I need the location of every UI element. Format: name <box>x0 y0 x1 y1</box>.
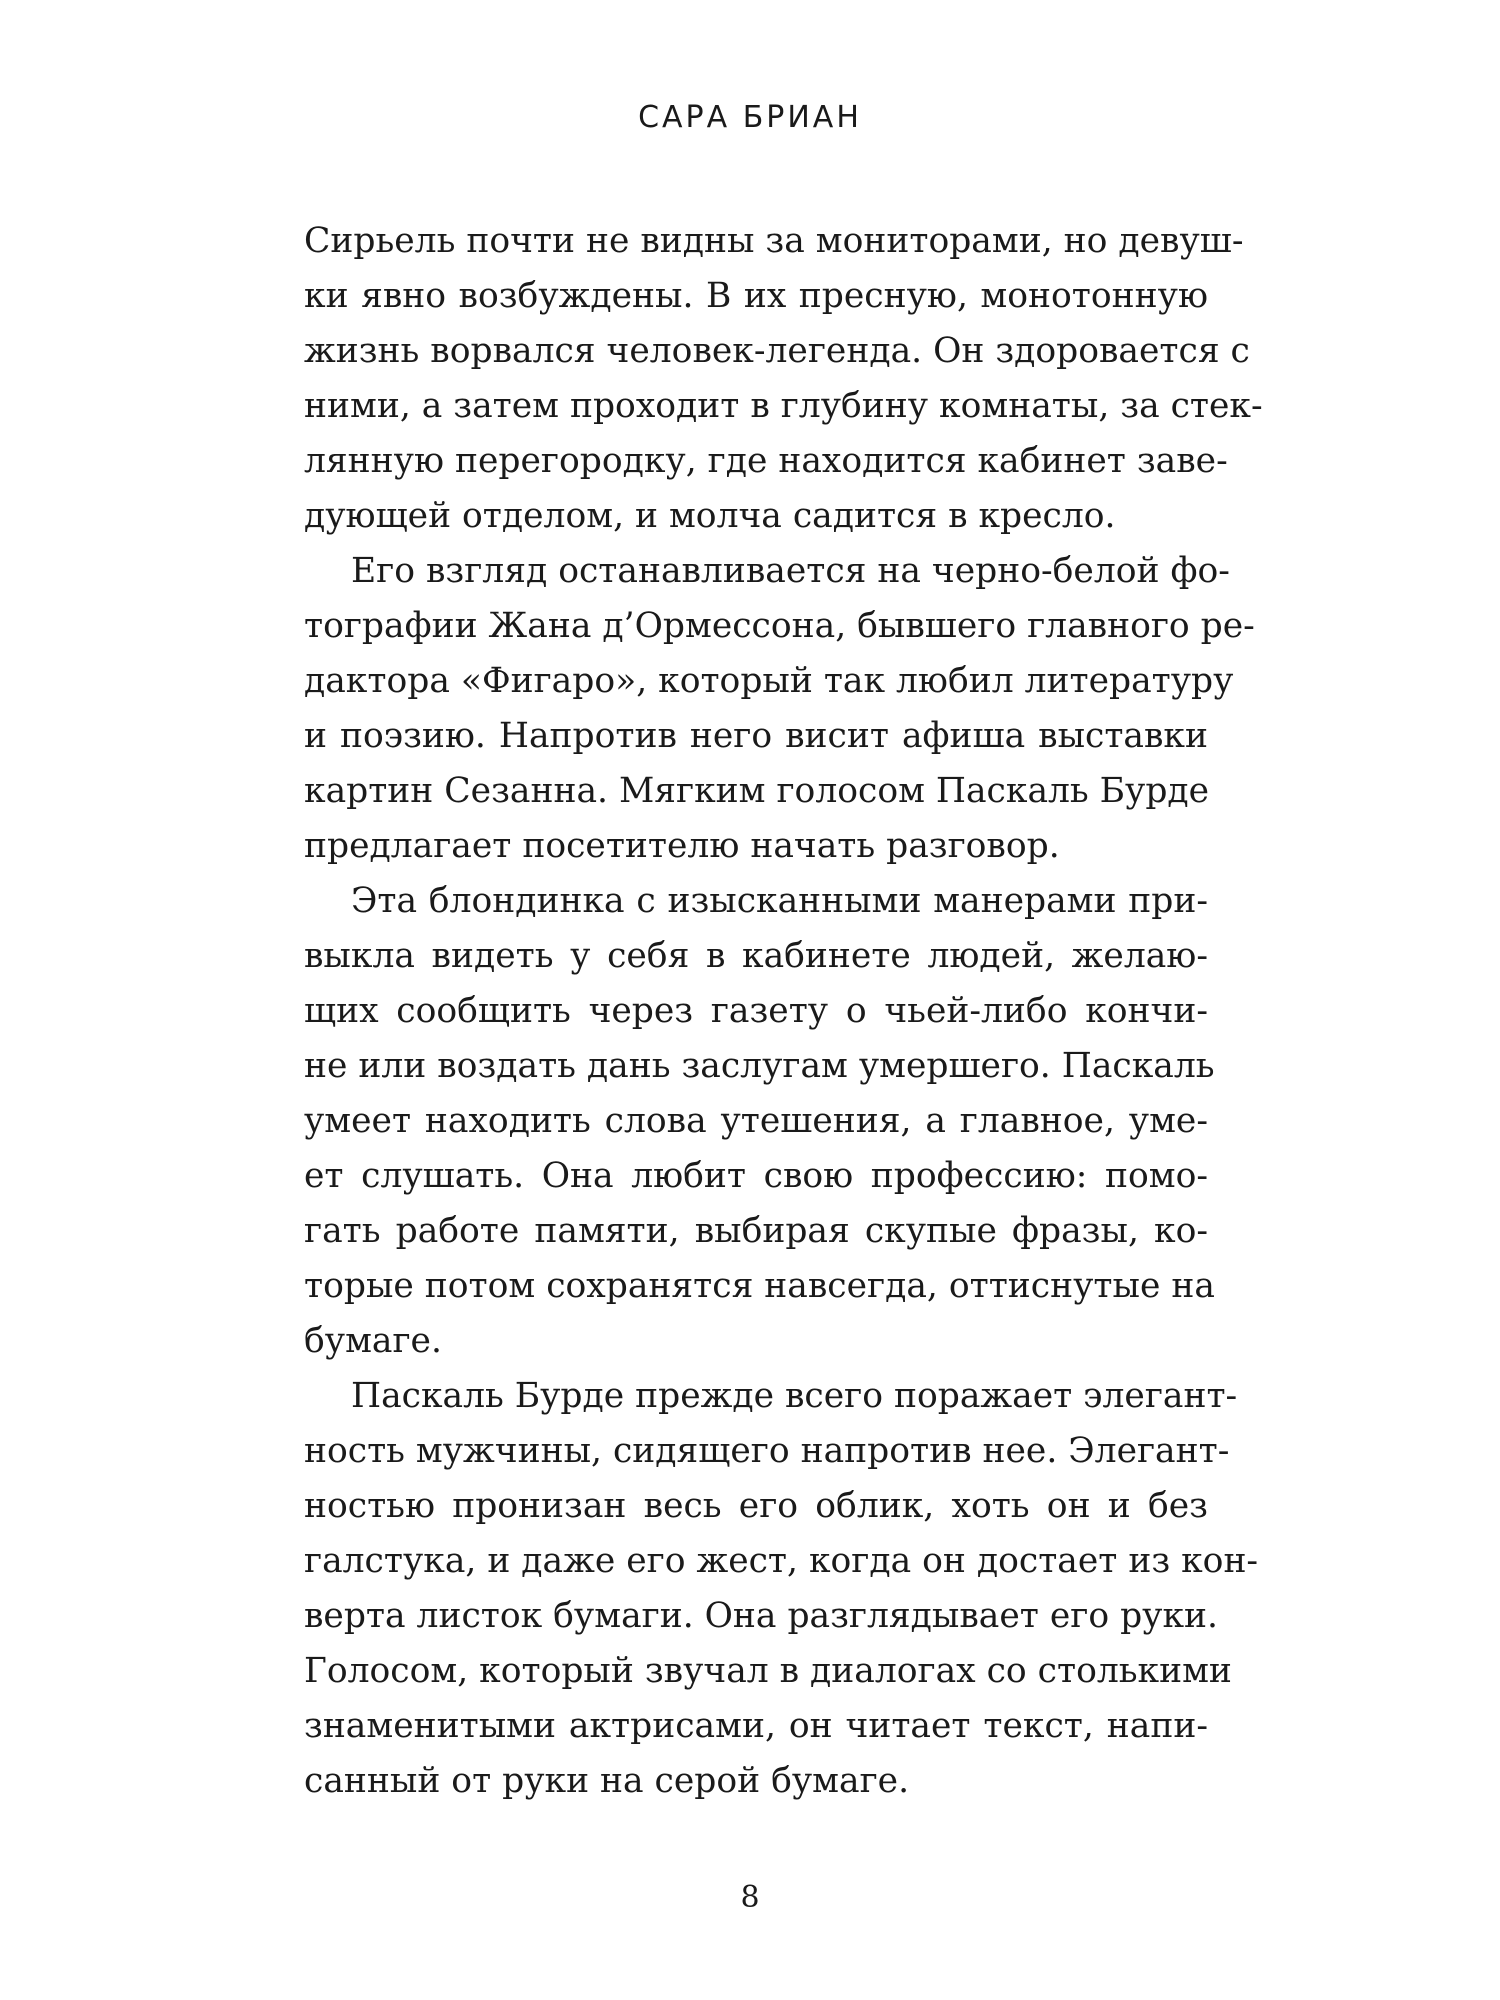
text-line: Эта блондинка с изысканными манерами при- <box>351 881 1208 921</box>
text-line: Паскаль Бурде прежде всего поражает элегант- <box>351 1376 1238 1416</box>
running-header: САРА БРИАН <box>638 100 862 135</box>
text-line: выкла видеть у себя в кабинете людей, желаю- <box>304 936 1208 976</box>
text-line: Его взгляд останавливается на черно-белой фо- <box>351 551 1230 591</box>
text-line: дактора «Фигаро», который так любил литературу <box>304 661 1234 701</box>
text-line: верта листок бумаги. Она разглядывает его руки. <box>304 1596 1218 1636</box>
text-line: картин Сезанна. Мягким голосом Паскаль Бурде <box>304 771 1210 811</box>
text-line: жизнь ворвался человек-легенда. Он здоровается с <box>304 331 1250 371</box>
paragraph <box>304 544 1255 874</box>
text-line: дующей отделом, и молча садится в кресло. <box>304 496 1116 536</box>
text-line: ет слушать. Она любит свою профессию: помо- <box>304 1156 1208 1196</box>
text-line: и поэзию. Напротив него висит афиша выставки <box>304 716 1208 756</box>
text-line: ки явно возбуждены. В их пресную, монотонную <box>304 276 1208 316</box>
text-line: знаменитыми актрисами, он читает текст, напи- <box>304 1706 1208 1746</box>
paragraph <box>304 1369 1259 1809</box>
text-line: ними, а затем проходит в глубину комнаты, за стек- <box>304 386 1263 426</box>
text-line: санный от руки на серой бумаге. <box>304 1761 910 1801</box>
text-line: ностью пронизан весь его облик, хоть он и без <box>304 1486 1208 1526</box>
text-line: ность мужчины, сидящего напротив нее. Элегант- <box>304 1431 1230 1471</box>
text-line: Голосом, который звучал в диалогах со столькими <box>304 1651 1232 1691</box>
text-line: умеет находить слова утешения, а главное, уме- <box>304 1101 1208 1141</box>
text-line: торые потом сохранятся навсегда, оттиснутые на <box>304 1266 1215 1306</box>
paragraph <box>304 214 1263 544</box>
text-line: галстука, и даже его жест, когда он достает из кон- <box>304 1541 1259 1581</box>
paragraph <box>304 874 1215 1369</box>
text-line: щих сообщить через газету о чьей-либо кончи- <box>304 991 1208 1031</box>
text-line: бумаге. <box>304 1321 442 1361</box>
body-text <box>304 214 1263 1809</box>
text-line: тографии Жана д’Ормессона, бывшего главного ре- <box>304 606 1255 646</box>
page-number: 8 <box>740 1880 760 1915</box>
text-line: лянную перегородку, где находится кабинет заве- <box>304 441 1228 481</box>
text-line: гать работе памяти, выбирая скупые фразы, ко- <box>304 1211 1208 1251</box>
text-line: предлагает посетителю начать разговор. <box>304 826 1060 866</box>
text-line: не или воздать дань заслугам умершего. Паскаль <box>304 1046 1215 1086</box>
text-line: Сирьель почти не видны за мониторами, но девуш- <box>304 221 1244 261</box>
